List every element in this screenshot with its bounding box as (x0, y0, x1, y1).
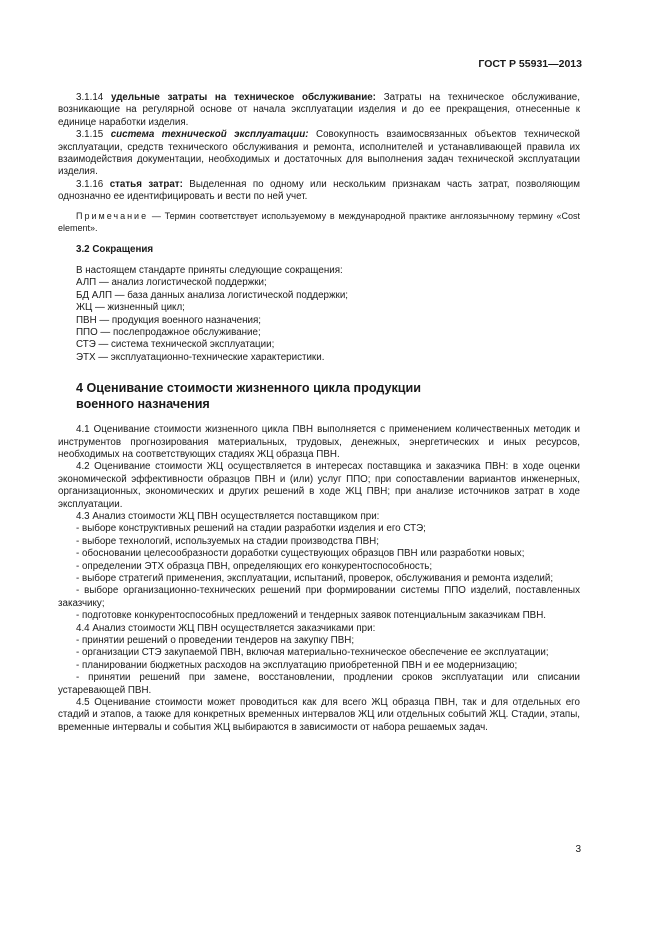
list-item: - подготовке конкурентоспособных предложений и тендерных заявок потенциальным заказчикам ПВН. (76, 610, 546, 622)
list-item: - выборе конструктивных решений на стадии разработки изделия и его СТЭ; (76, 523, 426, 535)
list-item: - обосновании целесообразности доработки существующих образцов ПВН или разработки новых; (76, 548, 525, 560)
list-item: БД АЛП — база данных анализа логистической поддержки; (76, 289, 349, 301)
note-label: Примечание (76, 210, 149, 221)
abbreviations-heading: 3.2 Сокращения (76, 244, 154, 256)
list-item: - выборе технологий, используемых на стадии производства ПВН; (76, 535, 379, 547)
definition-3-1-14 (58, 92, 580, 129)
list-item: - принятии решений о проведении тендеров на закупку ПВН; (76, 635, 355, 647)
note (58, 210, 580, 235)
note-text: — Термин соответствует используемому в международной практике англоязычному термину «Cost element». (58, 210, 580, 234)
definition-number: 3.1.16 (76, 178, 104, 190)
abbreviations-intro: В настоящем стандарте приняты следующие сокращения: (76, 264, 343, 276)
standard-code: ГОСТ Р 55931—2013 (478, 58, 582, 70)
paragraph-4-4: 4.4 Анализ стоимости ЖЦ ПВН осуществляется заказчиками при: (76, 622, 376, 634)
definition-3-1-16 (58, 179, 580, 204)
section-title-line2: военного назначения (76, 397, 210, 412)
list-item: СТЭ — система технической эксплуатации; (76, 339, 275, 351)
definition-term: система технической эксплуатации: (110, 129, 309, 141)
definition-term: статья затрат: (109, 178, 183, 190)
page-number: 3 (575, 844, 581, 855)
definition-number: 3.1.15 (76, 129, 104, 141)
definition-number: 3.1.14 (76, 92, 104, 103)
list-item: - планировании бюджетных расходов на эксплуатацию приобретенной ПВН и ее модернизацию; (76, 659, 518, 671)
definition-text: Выделенная по одному или нескольким признакам часть затрат, позволяющим однозначно ее идентифицировать и вести по ней учет. (58, 178, 580, 203)
paragraph-4-5: 4.5 Оценивание стоимости может проводиться как для всего ЖЦ образца ПВН, так и для отдельных его стадий и этапов, а также для конкретных временных интервалов ЖЦ или отдельных событий ЖЦ. Стадии, этапы, временные интервалы и события ЖЦ выбираются в зависимости от набора решаемых задач. (58, 697, 580, 733)
list-item: ПВН — продукция военного назначения; (76, 314, 262, 326)
list-item: - принятии решений при замене, восстановлении, продлении сроков эксплуатации или списании устаревающей ПВН. (58, 672, 580, 696)
abbreviations-list (58, 277, 580, 364)
list-item: ЭТХ — эксплуатационно-технические характеристики. (76, 351, 325, 363)
list-item: - выборе стратегий применения, эксплуатации, испытаний, проверок, обслуживания и ремонта изделий; (76, 573, 554, 584)
page-content (58, 92, 580, 734)
paragraph-4-1: 4.1 Оценивание стоимости жизненного цикла ПВН выполняется с применением количественных методик и инструментов прогнозирования материальных, трудовых, денежных, энергетических и иных ресурсов, необходимых на соответствующих стадиях ЖЦ образца ПВН. (58, 424, 580, 460)
list-item: ЖЦ — жизненный цикл; (76, 302, 185, 314)
definition-text: Затраты на техническое обслуживание, возникающие на регулярной основе от начала эксплуатации изделия и до ее прекращения, отнесенные к единице наработки изделия. (58, 92, 580, 128)
list-item: - выборе организационно-технических решений при формировании системы ППО изделий, поставленных заказчику; (58, 585, 580, 609)
list-item: - организации СТЭ закупаемой ПВН, включая материально-техническое обеспечение ее эксплуатации; (76, 647, 549, 659)
section-title-line1: 4 Оценивание стоимости жизненного цикла продукции (76, 381, 422, 396)
definition-text: Совокупность взаимосвязанных объектов технической эксплуатации, средств технического обслуживания и ремонта, исполнителей и устанавливающей правила их взаимодействия документации, необходимых и достаточных для выполнения задач технической эксплуатации изделия. (58, 129, 580, 178)
definition-term: удельные затраты на техническое обслуживание: (111, 92, 376, 103)
list-item: ППО — послепродажное обслуживание; (76, 326, 261, 338)
paragraph-4-2: 4.2 Оценивание стоимости ЖЦ осуществляется в интересах поставщика и заказчика ПВН: в ходе оценки экономической эффективности образцов ПВН и (или) услуг ППО; при сопоставлении вариантов инженерных, организационных, экономических и других решений в ходе ЖЦ ПВН; при анализе источников затрат в ходе эксплуатации. (58, 461, 580, 510)
definition-3-1-15 (58, 129, 580, 179)
list-item: - определении ЭТХ образца ПВН, определяющих его конкурентоспособность; (76, 560, 433, 572)
section-4-title (58, 380, 580, 412)
list-item: АЛП — анализ логистической поддержки; (76, 277, 267, 289)
paragraph-4-3: 4.3 Анализ стоимости ЖЦ ПВН осуществляется поставщиком при: (76, 510, 380, 522)
